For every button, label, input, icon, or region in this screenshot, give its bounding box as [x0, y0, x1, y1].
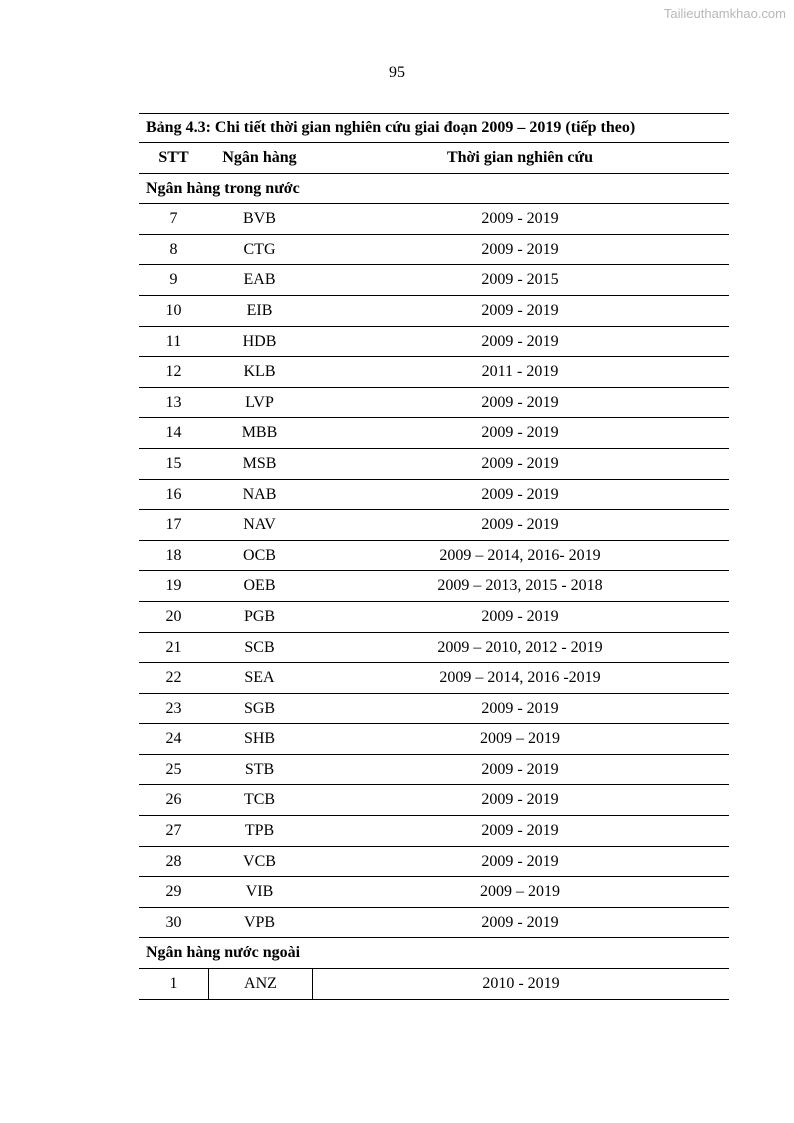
- table-row: [139, 847, 729, 878]
- bank-cell: VIB: [245, 883, 274, 901]
- section-row-domestic: [139, 174, 729, 205]
- table-row: [139, 969, 729, 1000]
- period-cell: 2009 - 2019: [481, 791, 559, 809]
- period-cell: 2009 - 2015: [481, 271, 559, 289]
- table-row: [139, 571, 729, 602]
- table-row: [139, 357, 729, 388]
- table-row: [139, 602, 729, 633]
- stt-cell: 27: [165, 822, 182, 840]
- bank-cell: LVP: [245, 393, 274, 411]
- stt-cell: 14: [165, 424, 182, 442]
- bank-cell: MBB: [241, 424, 278, 442]
- stt-cell: 17: [165, 516, 182, 534]
- section-label-foreign: Ngân hàng nước ngoài: [146, 944, 301, 962]
- stt-cell: 22: [165, 669, 182, 687]
- bank-cell: NAV: [243, 516, 276, 534]
- bank-cell: PGB: [243, 607, 276, 625]
- stt-cell: 29: [165, 883, 182, 901]
- bank-cell: OEB: [243, 577, 276, 595]
- period-cell: 2009 - 2019: [481, 301, 559, 319]
- bank-cell: SEA: [244, 669, 275, 687]
- domestic-rows: [139, 204, 729, 938]
- stt-cell: 23: [165, 699, 182, 717]
- bank-cell: SHB: [243, 730, 276, 748]
- table-row: [139, 510, 729, 541]
- stt-cell: 21: [165, 638, 182, 656]
- table-row: [139, 633, 729, 664]
- watermark: Tailieuthamkhao.com: [663, 6, 786, 21]
- stt-cell: 7: [169, 210, 178, 228]
- stt-cell: 26: [165, 791, 182, 809]
- foreign-rows: [139, 969, 729, 1000]
- stt-cell: 20: [165, 607, 182, 625]
- bank-cell: SCB: [244, 638, 275, 656]
- table-row: [139, 235, 729, 266]
- bank-cell: BVB: [243, 210, 276, 228]
- section-label-domestic: Ngân hàng trong nước: [146, 179, 300, 197]
- page-number: 95: [389, 64, 405, 81]
- bank-cell: EAB: [243, 271, 276, 289]
- bank-cell: NAB: [242, 485, 277, 503]
- stt-cell: 10: [165, 301, 182, 319]
- bank-cell: MSB: [242, 454, 277, 472]
- period-cell: 2009 - 2019: [481, 454, 559, 472]
- stt-cell: 15: [165, 454, 182, 472]
- section-row-foreign: [139, 938, 729, 969]
- period-cell: 2009 - 2019: [481, 210, 559, 228]
- period-cell: 2009 - 2019: [481, 240, 559, 258]
- stt-cell: 8: [169, 240, 178, 258]
- table-row: [139, 327, 729, 358]
- stt-cell: 30: [165, 913, 182, 931]
- period-cell: 2009 - 2019: [481, 913, 559, 931]
- period-cell: 2011 - 2019: [481, 363, 559, 381]
- table-row: [139, 877, 729, 908]
- period-cell: 2009 – 2014, 2016 -2019: [439, 669, 601, 687]
- bank-cell: TCB: [243, 791, 276, 809]
- stt-cell: 11: [165, 332, 182, 350]
- stt-cell: 9: [169, 271, 178, 289]
- period-cell: 2009 - 2019: [481, 760, 559, 778]
- bank-cell: SGB: [243, 699, 276, 717]
- bank-cell: STB: [244, 760, 275, 778]
- bank-cell: VPB: [243, 913, 276, 931]
- table-row: [139, 816, 729, 847]
- table-row: [139, 388, 729, 419]
- period-cell: 2009 - 2019: [481, 822, 559, 840]
- table-row: [139, 785, 729, 816]
- period-cell: 2009 – 2010, 2012 - 2019: [437, 638, 603, 656]
- bank-cell: EIB: [246, 301, 273, 319]
- table-row: [139, 296, 729, 327]
- table-caption: Bảng 4.3: Chi tiết thời gian nghiên cứu giai đoạn 2009 – 2019 (tiếp theo): [139, 113, 729, 143]
- period-cell: 2009 - 2019: [481, 485, 559, 503]
- bank-cell: KLB: [243, 363, 276, 381]
- table-row: [139, 480, 729, 511]
- bank-cell: HDB: [242, 332, 277, 350]
- study-period-table: [139, 113, 729, 1000]
- period-cell: 2009 - 2019: [481, 516, 559, 534]
- header-stt: STT: [158, 149, 189, 166]
- bank-cell: VCB: [243, 852, 276, 870]
- bank-cell: ANZ: [209, 969, 313, 999]
- header-period: Thời gian nghiên cứu: [446, 149, 594, 166]
- table-row: [139, 724, 729, 755]
- table-row: [139, 449, 729, 480]
- bank-cell: CTG: [243, 240, 276, 258]
- period-cell: 2009 – 2019: [480, 883, 560, 901]
- stt-cell: 16: [165, 485, 182, 503]
- table-row: [139, 418, 729, 449]
- stt-cell: 1: [139, 969, 209, 999]
- period-cell: 2009 – 2019: [480, 730, 560, 748]
- table-row: [139, 908, 729, 939]
- table-row: [139, 663, 729, 694]
- table-row: [139, 265, 729, 296]
- period-cell: 2009 - 2019: [481, 424, 559, 442]
- bank-cell: TPB: [244, 822, 275, 840]
- table-row: [139, 204, 729, 235]
- stt-cell: 19: [165, 577, 182, 595]
- period-cell: 2010 - 2019: [482, 975, 560, 993]
- period-cell: 2009 - 2019: [481, 607, 559, 625]
- stt-cell: 13: [165, 393, 182, 411]
- stt-cell: 18: [165, 546, 182, 564]
- stt-cell: 12: [165, 363, 182, 381]
- header-bank: Ngân hàng: [222, 149, 297, 166]
- stt-cell: 24: [165, 730, 182, 748]
- table-row: [139, 755, 729, 786]
- bank-cell: OCB: [243, 546, 276, 564]
- period-cell: 2009 – 2013, 2015 - 2018: [437, 577, 603, 595]
- stt-cell: 28: [165, 852, 182, 870]
- period-cell: 2009 - 2019: [481, 699, 559, 717]
- period-cell: 2009 - 2019: [481, 332, 559, 350]
- period-cell: 2009 - 2019: [481, 393, 559, 411]
- period-cell: 2009 – 2014, 2016- 2019: [439, 546, 601, 564]
- table-row: [139, 694, 729, 725]
- stt-cell: 25: [165, 760, 182, 778]
- table-row: [139, 541, 729, 572]
- period-cell: 2009 - 2019: [481, 852, 559, 870]
- table-header-row: [139, 143, 729, 174]
